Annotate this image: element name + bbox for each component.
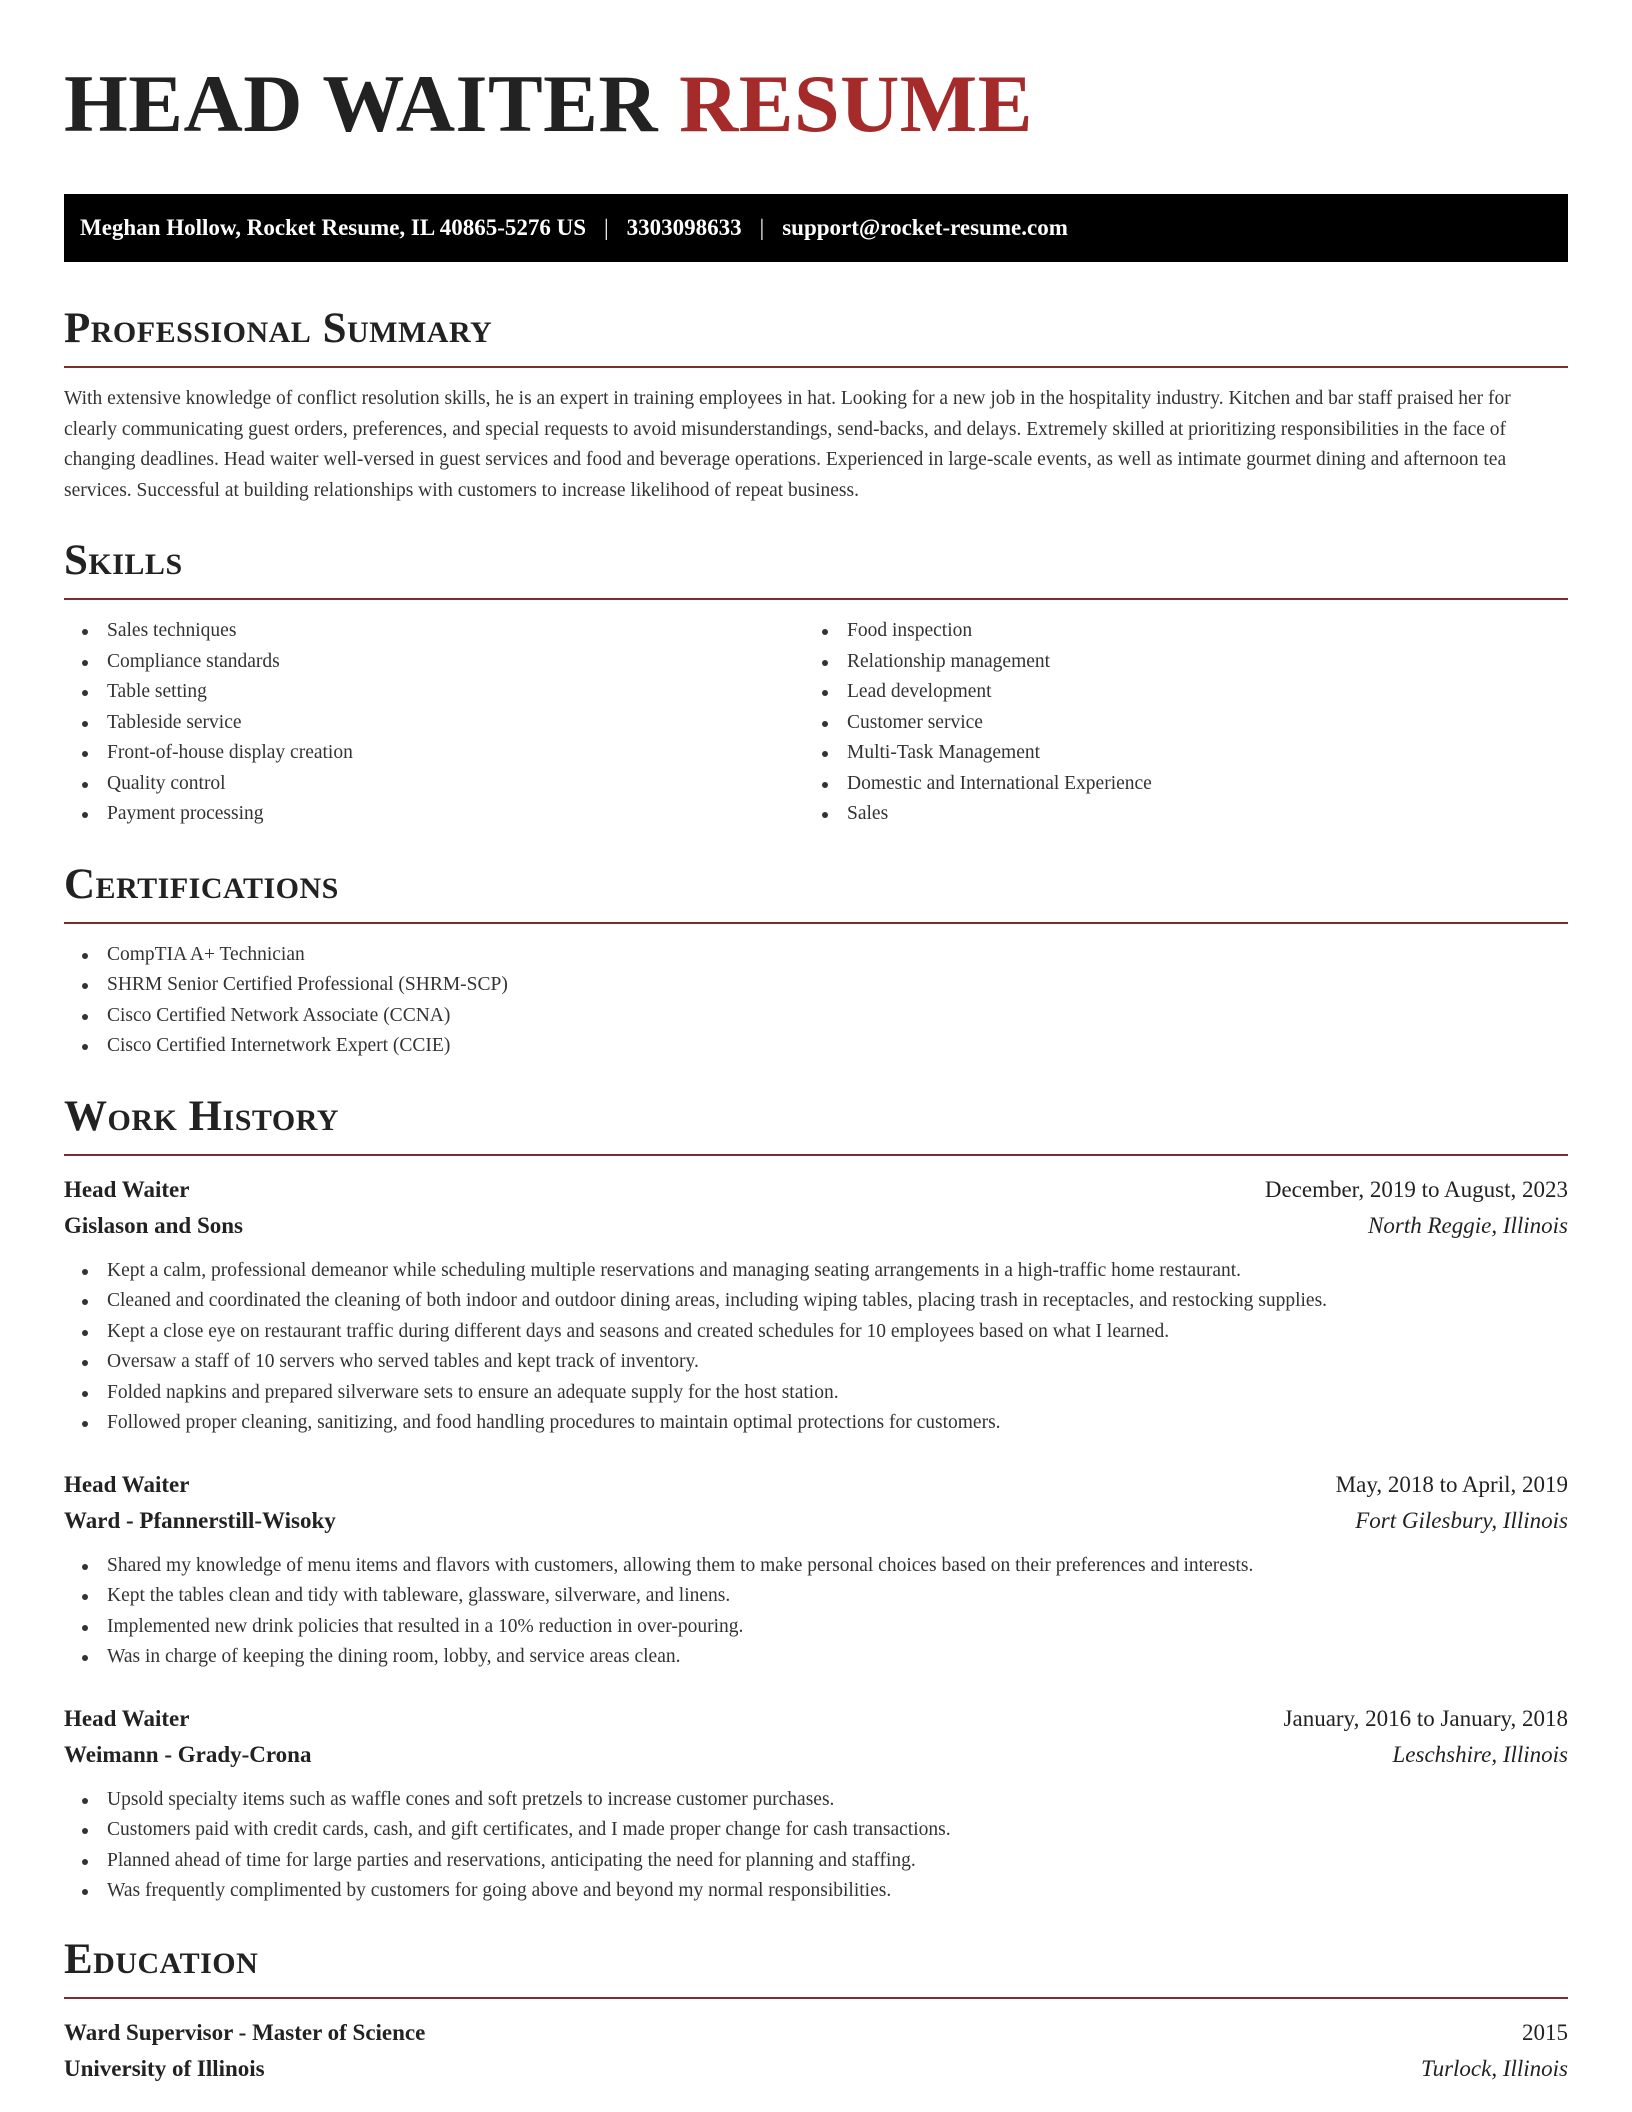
list-item: Lead development: [804, 677, 1544, 708]
list-item: Oversaw a staff of 10 servers who served tables and kept track of inventory.: [64, 1347, 1568, 1378]
education-heading: Education: [64, 1935, 259, 1983]
job-company: Ward - Pfannerstill-Wisoky: [64, 1507, 336, 1533]
list-item: Cisco Certified Network Associate (CCNA): [64, 1001, 1568, 1032]
list-item: Sales: [804, 799, 1544, 830]
contact-phone: 3303098633: [626, 215, 742, 240]
list-item: Customer service: [804, 708, 1544, 739]
job-title: Head Waiter: [64, 1705, 190, 1731]
education-entry: [64, 2015, 1568, 2087]
education-school-row: [64, 2051, 1568, 2087]
education-year: 2015: [1522, 2019, 1568, 2045]
section-divider: [64, 598, 1568, 600]
list-item: Kept a calm, professional demeanor while scheduling multiple reservations and managing seating arrangements in a high-traffic home restaurant.: [64, 1256, 1568, 1287]
list-item: Kept the tables clean and tidy with tableware, glassware, silverware, and linens.: [64, 1581, 1568, 1612]
contact-address: Meghan Hollow, Rocket Resume, IL 40865-5276 US: [80, 215, 586, 240]
job-bullets: [64, 1785, 1568, 1907]
list-item: Customers paid with credit cards, cash, and gift certificates, and I made proper change for cash transactions.: [64, 1815, 1568, 1846]
education-location: Turlock, Illinois: [1421, 2055, 1568, 2081]
list-item: Relationship management: [804, 647, 1544, 678]
skills-list-left: [64, 616, 804, 830]
list-item: Implemented new drink policies that resulted in a 10% reduction in over-pouring.: [64, 1612, 1568, 1643]
section-divider: [64, 366, 1568, 368]
list-item: CompTIA A+ Technician: [64, 940, 1568, 971]
job-bullets: [64, 1256, 1568, 1439]
title-accent: RESUME: [679, 58, 1033, 149]
list-item: Kept a close eye on restaurant traffic during different days and seasons and created schedules for 10 employees based on what I learned.: [64, 1317, 1568, 1348]
job-company-row: [64, 1208, 1568, 1244]
list-item: Folded napkins and prepared silverware sets to ensure an adequate supply for the host station.: [64, 1378, 1568, 1409]
work-history-section: [64, 1092, 1568, 1907]
list-item: Was frequently complimented by customers for going above and beyond my normal responsibilities.: [64, 1876, 1568, 1907]
job-header-row: [64, 1467, 1568, 1503]
job-company: Gislason and Sons: [64, 1212, 243, 1238]
contact-bar: [64, 194, 1568, 262]
section-divider: [64, 1997, 1568, 1999]
list-item: Planned ahead of time for large parties and reservations, anticipating the need for planning and staffing.: [64, 1846, 1568, 1877]
list-item: Shared my knowledge of menu items and flavors with customers, allowing them to make personal choices based on their preferences and interests.: [64, 1551, 1568, 1582]
job-entry: [64, 1467, 1568, 1673]
list-item: Payment processing: [64, 799, 804, 830]
list-item: Cleaned and coordinated the cleaning of both indoor and outdoor dining areas, including wiping tables, placing trash in receptacles, and restocking supplies.: [64, 1286, 1568, 1317]
section-divider: [64, 1154, 1568, 1156]
job-entry: [64, 1701, 1568, 1907]
list-item: Domestic and International Experience: [804, 769, 1544, 800]
job-entry: [64, 1172, 1568, 1439]
job-location: North Reggie, Illinois: [1368, 1212, 1568, 1238]
job-dates: January, 2016 to January, 2018: [1283, 1705, 1568, 1731]
list-item: Multi-Task Management: [804, 738, 1544, 769]
summary-heading: Professional Summary: [64, 305, 493, 352]
list-item: Compliance standards: [64, 647, 804, 678]
education-section: [64, 1935, 1568, 2087]
job-company: Weimann - Grady-Crona: [64, 1741, 312, 1767]
certifications-list: [64, 940, 1568, 1062]
job-title: Head Waiter: [64, 1176, 190, 1202]
contact-separator: |: [604, 215, 609, 240]
skills-heading: Skills: [64, 537, 183, 584]
list-item: Followed proper cleaning, sanitizing, and food handling procedures to maintain optimal protections for customers.: [64, 1408, 1568, 1439]
education-header-row: [64, 2015, 1568, 2051]
list-item: Sales techniques: [64, 616, 804, 647]
list-item: Quality control: [64, 769, 804, 800]
job-location: Fort Gilesbury, Illinois: [1355, 1507, 1568, 1533]
list-item: Front-of-house display creation: [64, 738, 804, 769]
job-title: Head Waiter: [64, 1471, 190, 1497]
contact-separator: |: [759, 215, 765, 240]
job-header-row: [64, 1701, 1568, 1737]
job-company-row: [64, 1503, 1568, 1539]
job-dates: May, 2018 to April, 2019: [1335, 1471, 1568, 1497]
list-item: Food inspection: [804, 616, 1544, 647]
list-item: Upsold specialty items such as waffle cones and soft pretzels to increase customer purchases.: [64, 1785, 1568, 1816]
list-item: Was in charge of keeping the dining room, lobby, and service areas clean.: [64, 1642, 1568, 1673]
resume-title: [64, 58, 1568, 150]
list-item: Table setting: [64, 677, 804, 708]
list-item: Cisco Certified Internetwork Expert (CCIE): [64, 1031, 1568, 1062]
job-location: Leschshire, Illinois: [1392, 1741, 1568, 1767]
summary-text: With extensive knowledge of conflict resolution skills, he is an expert in training employees in hat. Looking for a new job in the hospitality industry. Kitchen and bar staff praised her for clearly communicating guest orders, preferences, and special requests to avoid misunderstandings, send-backs, and delays. Extremely skilled at prioritizing responsibilities in the face of changing deadlines. Head waiter well-versed in guest services and food and beverage operations. Experienced in large-scale events, as well as intimate gourmet dining and afternoon tea services. Successful at building relationships with customers to increase likelihood of repeat business.: [64, 388, 1511, 501]
contact-email: support@rocket-resume.com: [782, 215, 1068, 240]
education-school: University of Illinois: [64, 2055, 265, 2081]
title-main: HEAD WAITER: [64, 58, 659, 149]
list-item: SHRM Senior Certified Professional (SHRM-SCP): [64, 970, 1568, 1001]
job-bullets: [64, 1551, 1568, 1673]
list-item: Tableside service: [64, 708, 804, 739]
skills-section: [64, 536, 1568, 830]
skills-list-right: [804, 616, 1544, 830]
certifications-heading: Certifications: [64, 860, 339, 908]
job-company-row: [64, 1737, 1568, 1773]
skills-grid: [64, 616, 1568, 830]
education-degree: Ward Supervisor - Master of Science: [64, 2019, 426, 2045]
job-header-row: [64, 1172, 1568, 1208]
summary-section: [64, 304, 1568, 506]
job-dates: December, 2019 to August, 2023: [1264, 1176, 1568, 1202]
work-history-heading: Work History: [64, 1092, 339, 1140]
certifications-section: [64, 860, 1568, 1062]
section-divider: [64, 922, 1568, 924]
